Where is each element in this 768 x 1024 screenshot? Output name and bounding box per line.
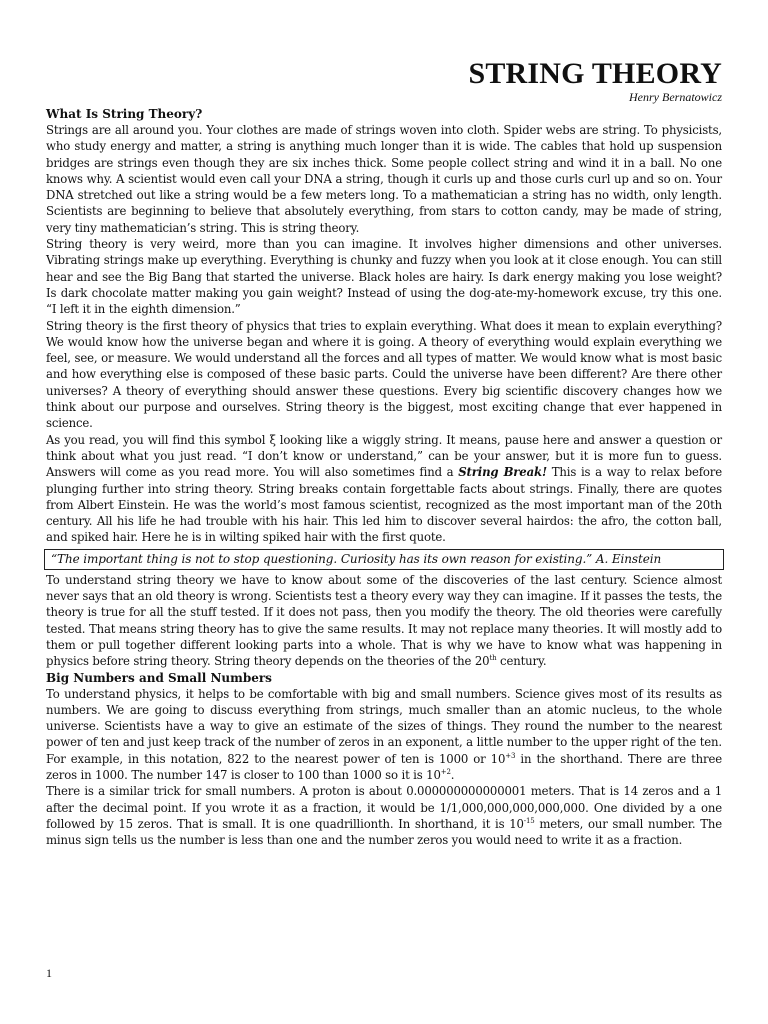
paragraph-6-text-b: in the shorthand. There are three zeros in 1000. The number 147 is closer to 100 than 1000 so it is 10: [46, 751, 722, 782]
document-page: [46, 58, 722, 848]
exponent-plus-2: +2: [440, 768, 451, 777]
section-heading-what-is-string-theory: What Is String Theory?: [46, 107, 203, 121]
paragraph-7: [46, 783, 722, 848]
paragraph-6-text-c: .: [450, 767, 455, 782]
paragraph-6: [46, 686, 722, 784]
document-title: STRING THEORY: [468, 57, 722, 90]
paragraph-7-text-a: There is a similar trick for small numbers. A proton is about 0.000000000000001 meters. That is 14 zeros and a 1 after the decimal point. If you wrote it as a fraction, it would be 1/1,000,000,000,000,000. One divided by a one followed by 15 zeros. That is small. It is one quadrillionth. In shorthand, it is 10: [46, 784, 722, 831]
paragraph-3: String theory is the first theory of physics that tries to explain everything. What does it mean to explain everything? We would know how the universe began and where it is going. A theory of everything would explain everything we feel, see, or measure. We would understand all the forces and all types of matter. We would know what is most basic and how everything else is composed of these basic parts. Could the universe have been different? Are there other universes? A theory of everything should answer these questions. Every big scientific discovery changes how we think about our purpose and ourselves. String theory is the biggest, most exciting change that ever happened in science.: [46, 318, 722, 431]
exponent-plus-3: +3: [505, 751, 516, 760]
section-heading-big-small-numbers: Big Numbers and Small Numbers: [46, 670, 272, 685]
paragraph-6-text-a: To understand physics, it helps to be comfortable with big and small numbers. Science gives most of its results as numbers. We are going to discuss everything from strings, much smaller than an atomic nucleus, to the whole universe. Scientists have a way to give an estimate of the sizes of things. They round the number to the nearest power of ten and just keep track of the number of zeros in an exponent, a little number to the upper right of the ten. For example, in this notation, 822 to the nearest power of ten is 1000 or 10: [46, 686, 722, 766]
paragraph-5: [46, 572, 722, 670]
paragraph-4: [46, 432, 722, 546]
paragraph-5-text-a: To understand string theory we have to know about some of the discoveries of the last century. Science almost never says that an old theory is wrong. Scientists test a theory every way they can imagine. If it passes the tests, the theory is true for all the stuff tested. If it does not pass, then you modify the theory. The old theories were carefully tested. That means string theory has to give the same results. It may not replace many theories. It will mostly add to them or pull together different looking parts into a whole. That is why we have to know what was happening in physics before string theory. String theory depends on the theories of the 20: [46, 572, 722, 669]
paragraph-1: Strings are all around you. Your clothes are made of strings woven into cloth. Spider webs are string. To physicists, who study energy and matter, a string is anything much longer than it is wide. The cables that hold up suspension bridges are strings even though they are six inches thick. Some people collect string and wind it in a ball. No one knows why. A scientist would even call your DNA a string, though it curls up and those curls curl up and so on. Your DNA stretched out like a string would be a few meters long. To a mathematician a string has no width, only length. Scientists are beginning to believe that absolutely everything, from stars to cotton candy, may be made of string, very tiny mathematician’s string. This is string theory.: [46, 123, 722, 235]
paragraph-5-text-b: century.: [496, 654, 547, 669]
paragraph-2: String theory is very weird, more than you can imagine. It involves higher dimensions and other universes. Vibrating strings make up everything. Everything is chunky and fuzzy when you look at it close enough. You can still hear and see the Big Bang that started the universe. Black holes are hairy. Is dark energy making you lose weight? Is dark chocolate matter making you gain weight? Instead of using the dog-ate-my-homework excuse, try this one. “I left it in the eighth dimension.”: [46, 237, 722, 317]
superscript-th: th: [489, 654, 497, 663]
author-name: Henry Bernatowicz: [629, 90, 722, 104]
paragraph-7-text-b: meters, our small number. The minus sign tells us the number is less than one and the number zeros you would need to write it as a fraction.: [46, 816, 722, 848]
exponent-minus-15: -15: [523, 816, 535, 825]
paragraph-4-text-a: As you read, you will find this symbol ξ looking like a wiggly string. It means, pause here and answer a question or think about what you just read. “I don’t know or understand,” can be your answer, but it is more fun to guess. Answers will come as you read more. You will also sometimes find a: [46, 432, 722, 480]
einstein-quote-box: “The important thing is not to stop questioning. Curiosity has its own reason for existing.” A. Einstein: [44, 549, 724, 570]
paragraph-4-text-b: This is a way to relax before plunging further into string theory. String breaks contain forgettable facts about strings. Finally, there are quotes from Albert Einstein. He was the world’s most famous scientist, recognized as the most important man of the 20th century. All his life he had trouble with his hair. This led him to discover several hairdos: the afro, the cotton ball, and spiked hair. Here he is in wilting spiked hair with the first quote.: [46, 465, 722, 545]
string-break-label: String Break!: [458, 465, 547, 480]
page-number: 1: [46, 966, 52, 980]
